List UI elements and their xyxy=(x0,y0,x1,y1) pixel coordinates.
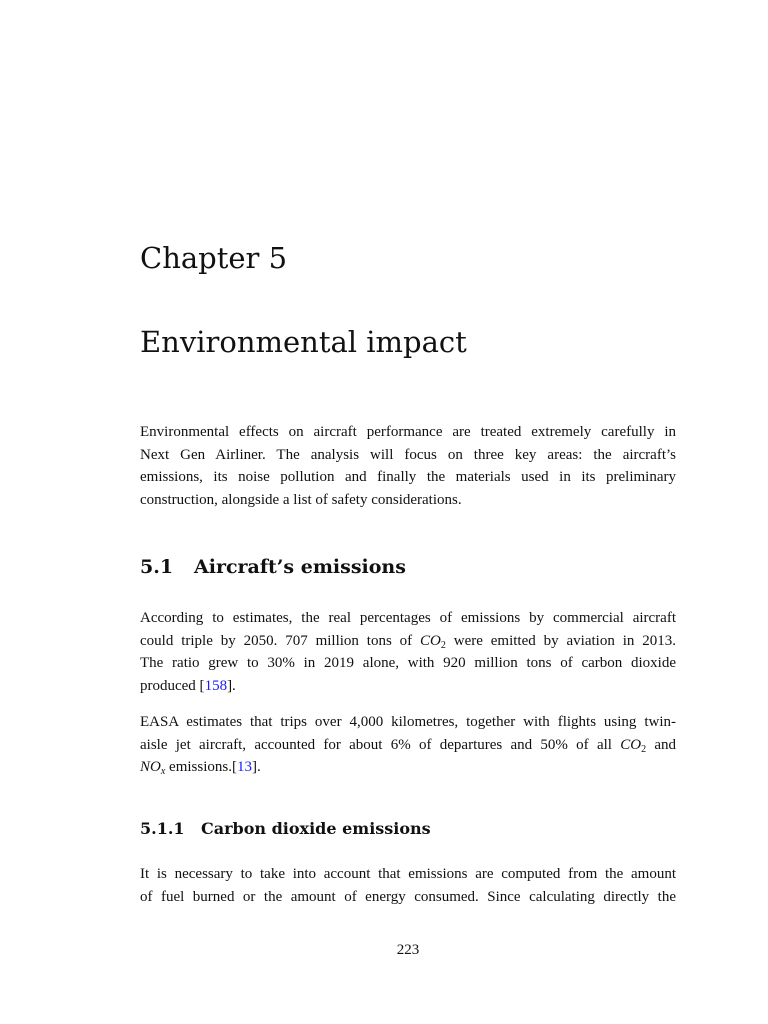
co2-math: $CO_2$ xyxy=(620,736,647,755)
subsection-heading-5-1-1 xyxy=(140,818,431,840)
carbon-dioxide-paragraph xyxy=(140,863,676,908)
citation-link[interactable]: 13 xyxy=(236,759,252,775)
intro-line: construction, alongside a list of safety considerations. xyxy=(140,491,462,508)
paragraph-line: $NO_x$ emissions.[13]. xyxy=(140,759,261,777)
paragraph-line: It is necessary to take into account that emissions are computed from the amount xyxy=(140,866,676,882)
subsection-number: 5.1.1 xyxy=(140,819,185,838)
intro-line: Next Gen Airliner. The analysis will focus on three key areas: the aircraft’s xyxy=(140,446,676,463)
emissions-paragraph-2 xyxy=(140,711,676,779)
citation-link[interactable]: 158 xyxy=(204,677,228,694)
section-title: Aircraft’s emissions xyxy=(194,556,406,578)
intro-line: Environmental effects on aircraft performance are treated extremely carefully in xyxy=(140,424,676,440)
chapter-label: Chapter 5 xyxy=(140,241,288,275)
paragraph-line: aisle jet aircraft, accounted for about 6% of departures and 50% of all $CO_2$ and xyxy=(140,736,676,755)
co2-math: $CO_2$ xyxy=(420,632,446,651)
subsection-title: Carbon dioxide emissions xyxy=(201,819,431,838)
paragraph-line: produced [158]. xyxy=(140,677,236,694)
chapter-title: Environmental impact xyxy=(140,325,467,359)
paragraph-line: could triple by 2050. 707 million tons of $CO_2$ were emitted by aviation in 2013. xyxy=(140,632,676,651)
section-number: 5.1 xyxy=(140,556,174,578)
page-number: 223 xyxy=(396,942,420,958)
paragraph-line: The ratio grew to 30% in 2019 alone, with 920 million tons of carbon dioxide xyxy=(140,655,676,671)
nox-math: $NO_x$ xyxy=(140,759,166,777)
intro-paragraph xyxy=(140,421,676,511)
paragraph-line: According to estimates, the real percentages of emissions by commercial aircraft xyxy=(140,610,676,626)
paragraph-line: of fuel burned or the amount of energy consumed. Since calculating directly the xyxy=(140,888,676,905)
intro-line: emissions, its noise pollution and finally the materials used in its preliminary xyxy=(140,469,676,485)
document-page xyxy=(140,0,676,1024)
section-heading-5-1 xyxy=(140,554,406,580)
paragraph-line: EASA estimates that trips over 4,000 kilometres, together with flights using twin- xyxy=(140,714,676,730)
emissions-paragraph-1 xyxy=(140,607,676,697)
